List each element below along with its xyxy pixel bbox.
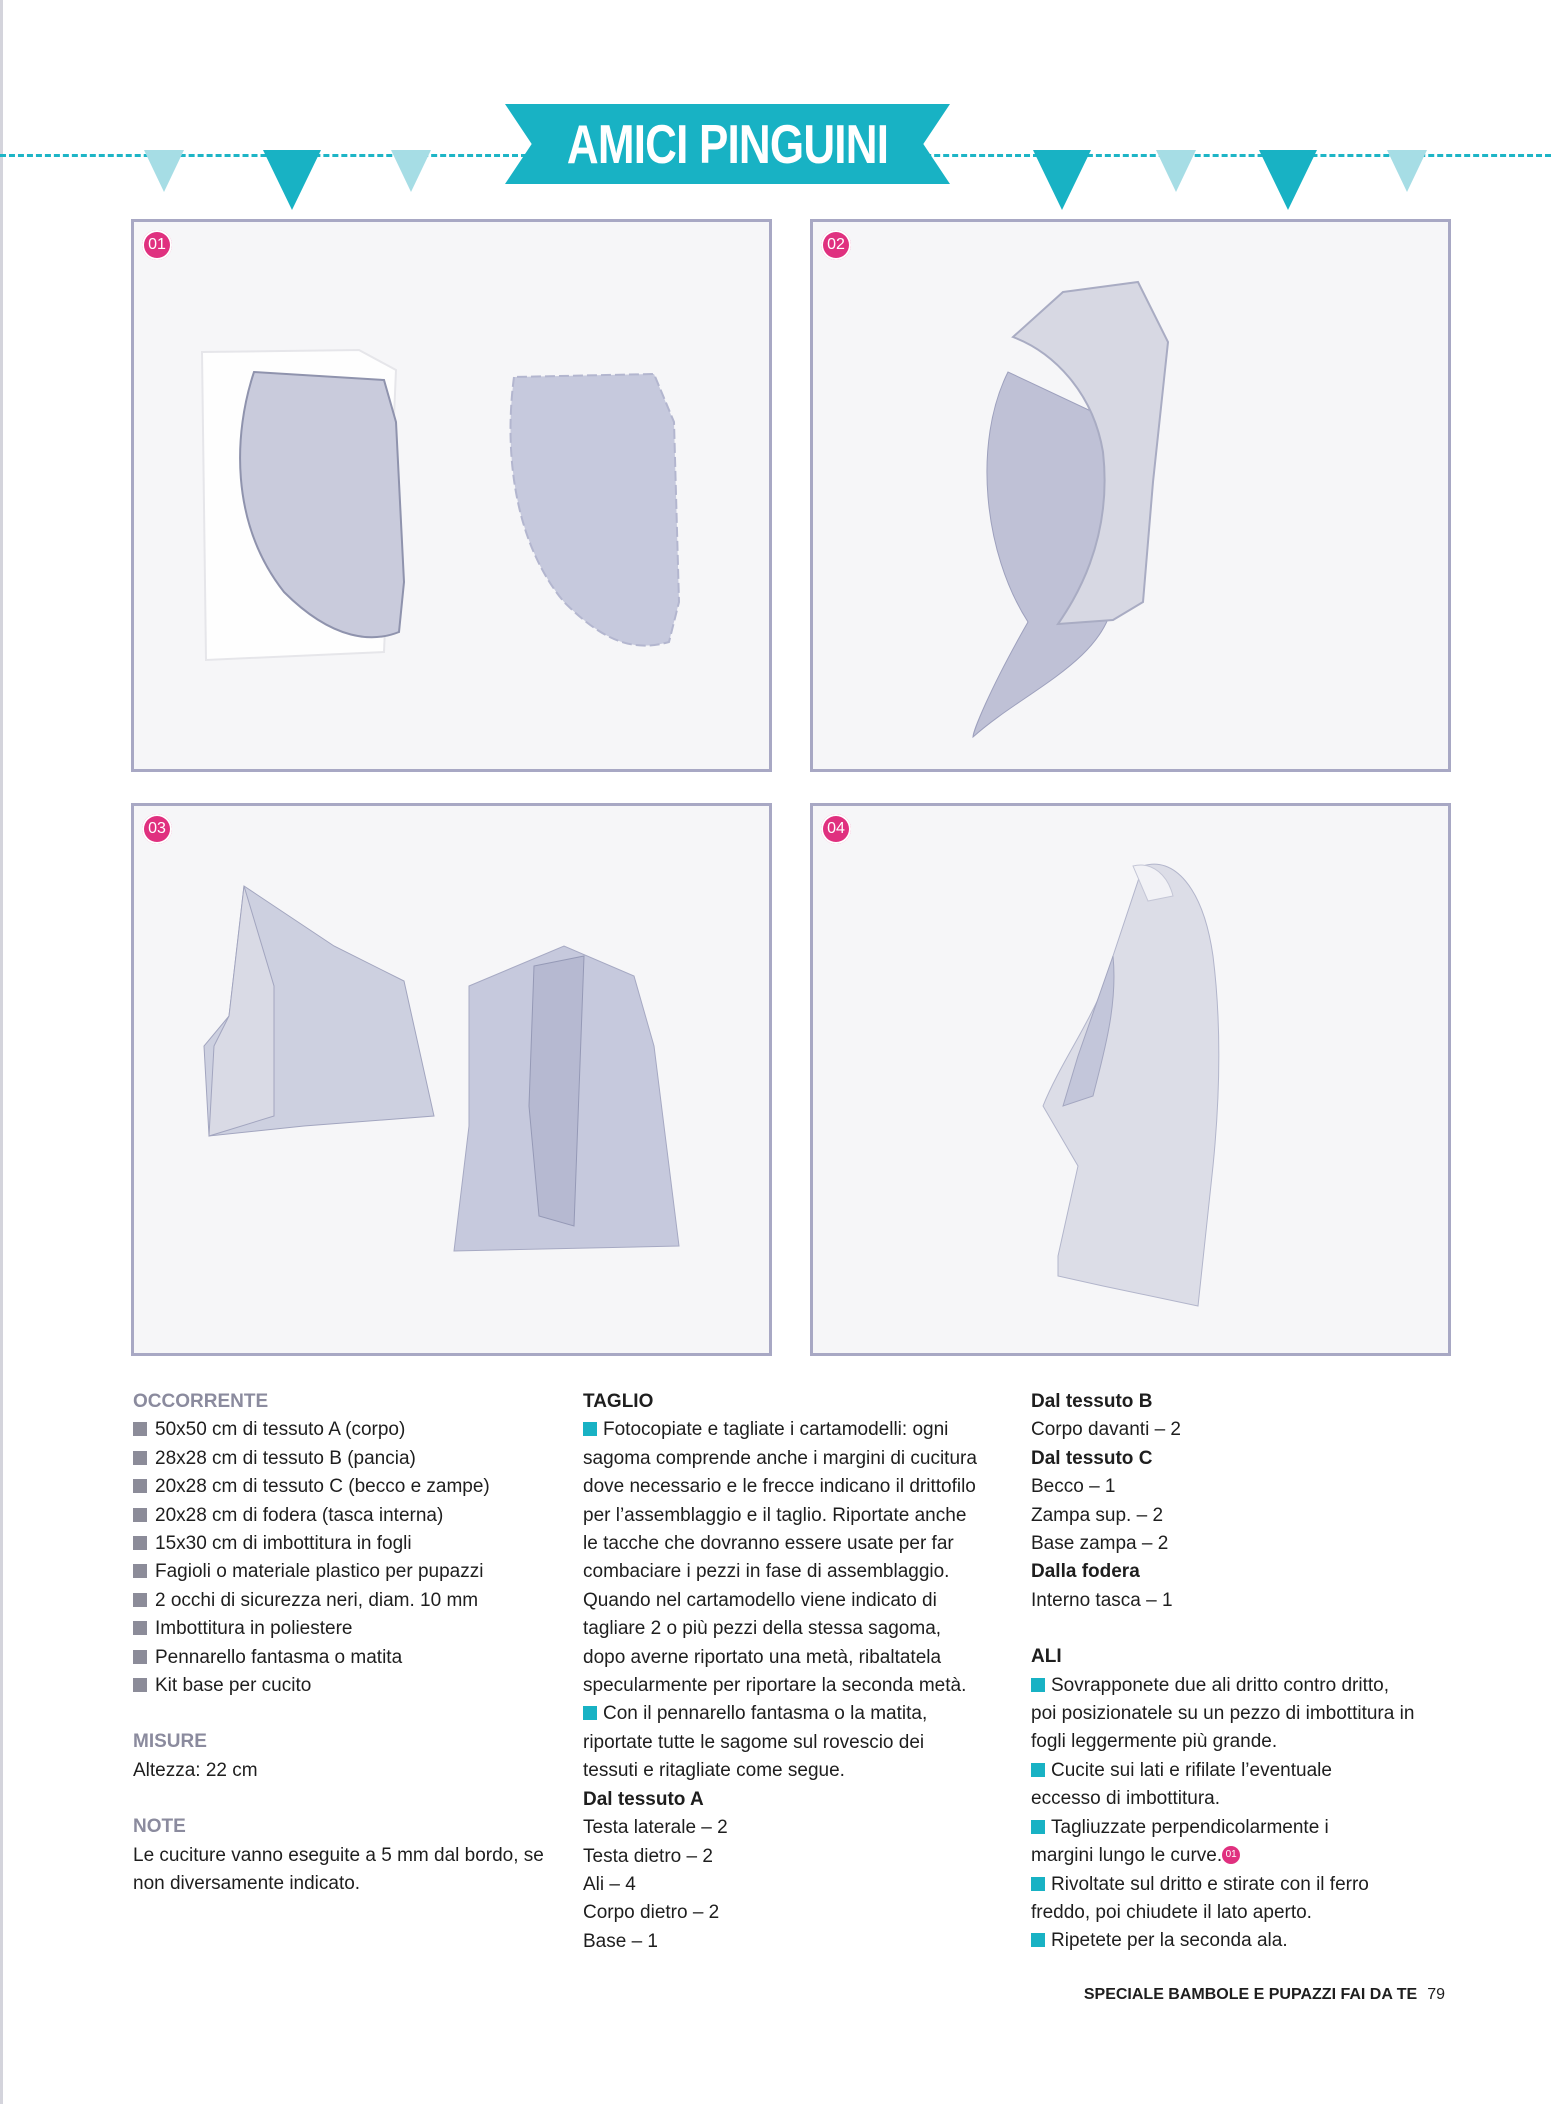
page-footer — [1084, 1986, 1445, 2004]
bullet-square-icon — [1031, 1877, 1045, 1891]
step-badge: 02 — [821, 230, 851, 260]
list-item: Testa dietro – 2 — [583, 1845, 713, 1867]
paragraph-line: le tacche che dovranno essere usate per far — [583, 1533, 954, 1555]
bunting-flag — [263, 150, 321, 210]
bullet-square-icon — [133, 1508, 147, 1522]
list-item: Corpo dietro – 2 — [583, 1902, 720, 1924]
fabric-a-heading: Dal tessuto A — [583, 1788, 704, 1810]
bullet-square-icon — [133, 1621, 147, 1635]
list-item: 20x28 cm di tessuto C (becco e zampe) — [133, 1473, 563, 1501]
step-badge: 04 — [821, 814, 851, 844]
paragraph-line: Con il pennarello fantasma o la matita, — [583, 1700, 1013, 1728]
misure-text: Altezza: 22 cm — [133, 1759, 258, 1781]
paragraph-line: fogli leggermente più grande. — [1031, 1731, 1278, 1753]
taglio-heading: TAGLIO — [583, 1391, 654, 1412]
paragraph-line: riportate tutte le sagome sul rovescio dei — [583, 1731, 925, 1753]
bullet-square-icon — [1031, 1678, 1045, 1692]
bunting-flag — [391, 150, 431, 192]
column-materials — [133, 1388, 563, 1899]
list-item: Corpo davanti – 2 — [1031, 1419, 1181, 1441]
page-title: AMICI PINGUINI — [566, 113, 889, 175]
bunting-flag — [1156, 150, 1196, 192]
paragraph-line: specularmente per riportare la seconda metà. — [583, 1675, 967, 1697]
bullet-square-icon — [583, 1706, 597, 1720]
paragraph-line: eccesso di imbottitura. — [1031, 1788, 1221, 1810]
paragraph-line: sagoma comprende anche i margini di cucitura — [583, 1447, 977, 1469]
list-item: 28x28 cm di tessuto B (pancia) — [133, 1445, 563, 1473]
page-number: 79 — [1427, 1986, 1445, 2003]
column-cutting — [583, 1388, 1013, 1956]
bullet-square-icon — [133, 1422, 147, 1436]
bullet-square-icon — [133, 1650, 147, 1664]
list-item: Fagioli o materiale plastico per pupazzi — [133, 1558, 563, 1586]
bullet-square-icon — [133, 1536, 147, 1550]
paragraph-line: Tagliuzzate perpendicolarmente i — [1031, 1814, 1461, 1842]
occorrente-heading: OCCORRENTE — [133, 1391, 269, 1412]
bullet-square-icon — [583, 1422, 597, 1436]
note-text: non diversamente indicato. — [133, 1873, 361, 1895]
list-item: Becco – 1 — [1031, 1476, 1116, 1498]
bullet-square-icon — [133, 1451, 147, 1465]
list-item: Interno tasca – 1 — [1031, 1589, 1173, 1611]
list-item: Base – 1 — [583, 1930, 658, 1952]
paragraph-line: poi posizionatele su un pezzo di imbottitura in — [1031, 1703, 1415, 1725]
list-item: 2 occhi di sicurezza neri, diam. 10 mm — [133, 1587, 563, 1615]
list-item: Testa laterale – 2 — [583, 1817, 728, 1839]
list-item: Pennarello fantasma o matita — [133, 1644, 563, 1672]
paragraph-line: freddo, poi chiudete il lato aperto. — [1031, 1901, 1312, 1923]
photo-step-01 — [131, 219, 772, 772]
list-item: Base zampa – 2 — [1031, 1533, 1169, 1555]
photo-step-04 — [810, 803, 1451, 1356]
paragraph-line: per l’assemblaggio e il taglio. Riportate anche — [583, 1504, 967, 1526]
paragraph-line: dove necessario e le frecce indicano il drittofilo — [583, 1476, 976, 1498]
paragraph-line: combaciare i pezzi in fase di assemblaggio. — [583, 1561, 950, 1583]
fabric-pieces-illustration — [134, 806, 769, 1353]
paragraph-line: Quando nel cartamodello viene indicato di — [583, 1589, 937, 1611]
list-item: Imbottitura in poliestere — [133, 1615, 563, 1643]
bunting-flag — [1033, 150, 1091, 210]
paragraph-line: margini lungo le curve. 01 — [1031, 1842, 1461, 1870]
photo-step-03 — [131, 803, 772, 1356]
bunting-flag — [1259, 150, 1317, 210]
bullet-square-icon — [133, 1479, 147, 1493]
paragraph-line: tessuti e ritagliate come segue. — [583, 1760, 845, 1782]
bullet-square-icon — [133, 1678, 147, 1692]
step-badge: 03 — [142, 814, 172, 844]
step-badge: 01 — [142, 230, 172, 260]
bullet-square-icon — [1031, 1933, 1045, 1947]
paragraph-line: dopo averne riportato una metà, ribaltatela — [583, 1646, 942, 1668]
note-heading: NOTE — [133, 1816, 186, 1838]
ali-heading: ALI — [1031, 1646, 1062, 1668]
list-item: Ali – 4 — [583, 1873, 636, 1895]
page-edge — [0, 0, 3, 2104]
bullet-square-icon — [1031, 1820, 1045, 1834]
fabric-pieces-illustration — [813, 806, 1448, 1353]
list-item: Kit base per cucito — [133, 1672, 563, 1700]
paragraph-line: Ripetete per la seconda ala. — [1031, 1927, 1461, 1955]
paragraph-line: tagliare 2 o più pezzi della stessa sagoma, — [583, 1618, 942, 1640]
fabric-pieces-illustration — [134, 222, 769, 769]
fabric-b-heading: Dal tessuto B — [1031, 1391, 1153, 1412]
bunting-flag — [1387, 150, 1427, 192]
bunting-flag — [144, 150, 184, 192]
paragraph-line: Rivoltate sul dritto e stirate con il ferro — [1031, 1871, 1461, 1899]
bullet-square-icon — [133, 1593, 147, 1607]
step-reference-badge: 01 — [1222, 1846, 1240, 1864]
paragraph-line: Sovrapponete due ali dritto contro dritto, — [1031, 1672, 1461, 1700]
list-item: 15x30 cm di imbottitura in fogli — [133, 1530, 563, 1558]
fabric-pieces-illustration — [813, 222, 1448, 769]
photo-step-02 — [810, 219, 1451, 772]
bullet-square-icon — [133, 1564, 147, 1578]
column-wings — [1031, 1388, 1461, 1956]
fabric-c-heading: Dal tessuto C — [1031, 1447, 1153, 1469]
note-text: Le cuciture vanno eseguite a 5 mm dal bordo, se — [133, 1844, 544, 1866]
section-title: SPECIALE BAMBOLE E PUPAZZI FAI DA TE — [1083, 1986, 1418, 2003]
misure-heading: MISURE — [133, 1731, 207, 1753]
bullet-square-icon — [1031, 1763, 1045, 1777]
list-item: 20x28 cm di fodera (tasca interna) — [133, 1502, 563, 1530]
paragraph-line: Fotocopiate e tagliate i cartamodelli: ogni — [583, 1416, 1013, 1444]
lining-heading: Dalla fodera — [1031, 1561, 1140, 1583]
list-item: Zampa sup. – 2 — [1031, 1504, 1164, 1526]
list-item: 50x50 cm di tessuto A (corpo) — [133, 1416, 563, 1444]
paragraph-line: Cucite sui lati e rifilate l’eventuale — [1031, 1757, 1461, 1785]
